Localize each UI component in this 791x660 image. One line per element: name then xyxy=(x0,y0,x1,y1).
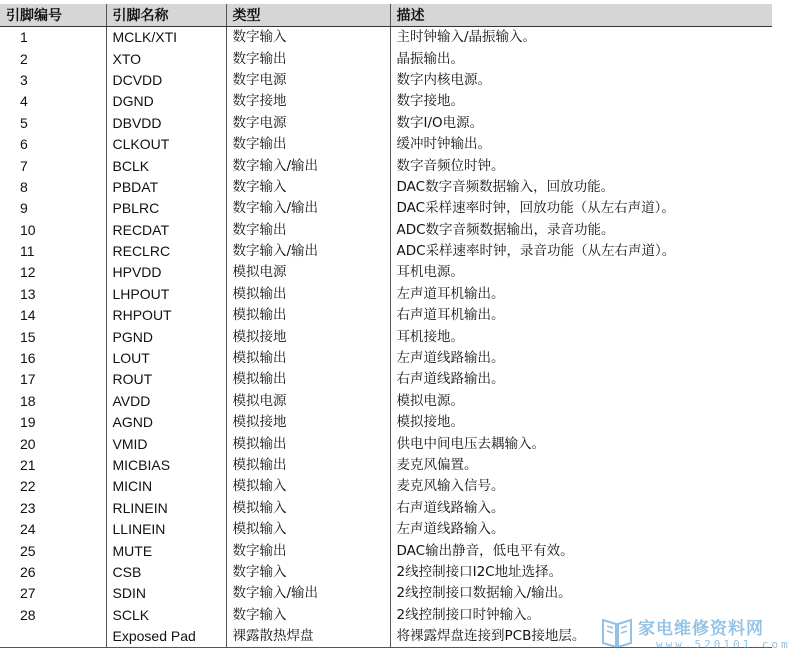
table-row xyxy=(0,48,772,69)
table-row xyxy=(0,519,772,540)
cell-pin-number: 1 xyxy=(20,29,28,46)
cell-pin-name: LHPOUT xyxy=(106,284,226,305)
cell-type: 模拟输出 xyxy=(226,455,390,476)
cell-pin-number: 19 xyxy=(20,414,36,431)
cell-type: 模拟输入 xyxy=(226,476,390,497)
table-row xyxy=(0,177,772,198)
cell-type: 数字输入 xyxy=(226,605,390,626)
cell-description: 麦克风偏置。 xyxy=(390,455,772,476)
header-pin-number: 引脚编号 xyxy=(0,4,106,27)
table-row xyxy=(0,262,772,283)
watermark-title: 家电维修资料网 xyxy=(638,619,764,639)
cell-pin-number: 11 xyxy=(20,243,35,260)
cell-pin-name: ROUT xyxy=(106,369,226,390)
book-logo-icon xyxy=(600,614,634,650)
cell-description: 左声道耳机输出。 xyxy=(390,284,772,305)
cell-pin-name: LOUT xyxy=(106,348,226,369)
watermark-url: www.520101.com xyxy=(656,638,791,651)
table-row xyxy=(0,220,772,241)
cell-type: 模拟输出 xyxy=(226,433,390,454)
cell-type: 裸露散热焊盘 xyxy=(226,626,390,648)
cell-type: 模拟电源 xyxy=(226,262,390,283)
header-row xyxy=(0,4,772,27)
cell-description: 右声道耳机输出。 xyxy=(390,305,772,326)
cell-type: 模拟输出 xyxy=(226,369,390,390)
cell-type: 数字输出 xyxy=(226,540,390,561)
cell-type: 数字输入 xyxy=(226,27,390,49)
table-row xyxy=(0,155,772,176)
cell-pin-number: 2 xyxy=(20,50,28,67)
cell-pin-number xyxy=(0,626,106,648)
cell-description: 缓冲时钟输出。 xyxy=(390,134,772,155)
table-row xyxy=(0,27,772,49)
cell-type: 数字输入/输出 xyxy=(226,241,390,262)
cell-pin-name: MUTE xyxy=(106,540,226,561)
cell-pin-number: 28 xyxy=(20,606,36,623)
cell-description: 左声道线路输出。 xyxy=(390,348,772,369)
cell-type: 数字接地 xyxy=(226,91,390,112)
cell-pin-name: AGND xyxy=(106,412,226,433)
cell-description: DAC采样速率时钟，回放功能（从左右声道）。 xyxy=(390,198,772,219)
cell-pin-name: CSB xyxy=(106,562,226,583)
cell-description: ADC采样速率时钟，录音功能（从左右声道）。 xyxy=(390,241,772,262)
table-row xyxy=(0,284,772,305)
cell-pin-number: 6 xyxy=(20,136,28,153)
cell-pin-number: 22 xyxy=(20,478,36,495)
cell-pin-number: 8 xyxy=(20,178,28,195)
cell-pin-name: DBVDD xyxy=(106,113,226,134)
cell-type: 模拟接地 xyxy=(226,412,390,433)
cell-pin-name: VMID xyxy=(106,433,226,454)
cell-pin-name: MCLK/XTI xyxy=(106,27,226,49)
cell-pin-number: 20 xyxy=(20,435,36,452)
table-row xyxy=(0,369,772,390)
cell-type: 数字输入 xyxy=(226,177,390,198)
table-row xyxy=(0,198,772,219)
cell-pin-name: RHPOUT xyxy=(106,305,226,326)
cell-pin-name: LLINEIN xyxy=(106,519,226,540)
cell-description: DAC数字音频数据输入，回放功能。 xyxy=(390,177,772,198)
cell-description: 2线控制接口I2C地址选择。 xyxy=(390,562,772,583)
cell-pin-name: PBDAT xyxy=(106,177,226,198)
cell-description: 模拟电源。 xyxy=(390,391,772,412)
table-row xyxy=(0,134,772,155)
cell-description: 耳机接地。 xyxy=(390,326,772,347)
table-row xyxy=(0,91,772,112)
cell-description: 数字内核电源。 xyxy=(390,70,772,91)
cell-pin-name: SDIN xyxy=(106,583,226,604)
cell-pin-name: AVDD xyxy=(106,391,226,412)
cell-pin-number: 5 xyxy=(20,114,28,131)
cell-pin-name: MICBIAS xyxy=(106,455,226,476)
cell-type: 数字输入 xyxy=(226,562,390,583)
cell-pin-number: 26 xyxy=(20,563,36,580)
cell-pin-number: 13 xyxy=(20,285,36,302)
cell-type: 数字输出 xyxy=(226,134,390,155)
table-row xyxy=(0,326,772,347)
cell-pin-name: RECDAT xyxy=(106,220,226,241)
cell-description: 主时钟输入/晶振输入。 xyxy=(390,27,772,49)
cell-pin-number: 21 xyxy=(20,457,36,473)
cell-pin-name: HPVDD xyxy=(106,262,226,283)
cell-pin-name: XTO xyxy=(106,48,226,69)
cell-pin-name: CLKOUT xyxy=(106,134,226,155)
cell-type: 数字输出 xyxy=(226,48,390,69)
cell-pin-number: 4 xyxy=(20,93,28,110)
cell-pin-number: 25 xyxy=(20,542,36,559)
table-row xyxy=(0,498,772,519)
cell-pin-number: 27 xyxy=(20,585,36,602)
cell-description: ADC数字音频数据输出，录音功能。 xyxy=(390,220,772,241)
cell-pin-number: 23 xyxy=(20,499,36,516)
cell-pin-number: 16 xyxy=(20,350,36,367)
cell-pin-name: MICIN xyxy=(106,476,226,497)
table-row xyxy=(0,113,772,134)
table-row xyxy=(0,412,772,433)
cell-pin-number: 3 xyxy=(20,71,28,88)
cell-pin-number: 24 xyxy=(20,521,36,538)
cell-description: 数字I/O电源。 xyxy=(390,113,772,134)
cell-pin-name: RLINEIN xyxy=(106,498,226,519)
pin-table xyxy=(0,4,772,648)
table-row xyxy=(0,455,772,476)
cell-description: 2线控制接口时钟输入。 xyxy=(390,605,772,626)
header-description: 描述 xyxy=(390,4,772,27)
cell-type: 数字电源 xyxy=(226,70,390,91)
cell-type: 模拟输出 xyxy=(226,305,390,326)
cell-type: 模拟输入 xyxy=(226,498,390,519)
table-row xyxy=(0,70,772,91)
cell-description: 右声道线路输入。 xyxy=(390,498,772,519)
cell-pin-name: PBLRC xyxy=(106,198,226,219)
cell-pin-name: PGND xyxy=(106,326,226,347)
cell-type: 模拟接地 xyxy=(226,326,390,347)
header-pin-name: 引脚名称 xyxy=(106,4,226,27)
cell-type: 数字输入/输出 xyxy=(226,198,390,219)
table-row xyxy=(0,562,772,583)
cell-description: 模拟接地。 xyxy=(390,412,772,433)
cell-type: 模拟电源 xyxy=(226,391,390,412)
table-body xyxy=(0,27,772,648)
cell-pin-name: RECLRC xyxy=(106,241,226,262)
watermark xyxy=(600,612,791,656)
table-row xyxy=(0,348,772,369)
cell-pin-name: Exposed Pad xyxy=(106,626,226,648)
cell-description: 数字音频位时钟。 xyxy=(390,155,772,176)
cell-pin-name: SCLK xyxy=(106,605,226,626)
cell-pin-number: 7 xyxy=(20,157,28,174)
cell-pin-name: BCLK xyxy=(106,155,226,176)
cell-description: 供电中间电压去耦输入。 xyxy=(390,433,772,454)
cell-description: 数字接地。 xyxy=(390,91,772,112)
cell-description: 将裸露焊盘连接到PCB接地层。 xyxy=(390,626,772,648)
cell-description: 晶振输出。 xyxy=(390,48,772,69)
cell-type: 数字输出 xyxy=(226,220,390,241)
table-row xyxy=(0,391,772,412)
cell-description: 耳机电源。 xyxy=(390,262,772,283)
cell-pin-number: 10 xyxy=(20,221,36,238)
cell-type: 数字输入/输出 xyxy=(226,583,390,604)
cell-pin-number: 18 xyxy=(20,392,36,409)
cell-description: 麦克风输入信号。 xyxy=(390,476,772,497)
table-row xyxy=(0,476,772,497)
cell-type: 数字输入/输出 xyxy=(226,155,390,176)
cell-description: 2线控制接口数据输入/输出。 xyxy=(390,583,772,604)
cell-pin-number: 9 xyxy=(20,200,28,217)
table-row xyxy=(0,241,772,262)
table-row xyxy=(0,305,772,326)
cell-type: 模拟输出 xyxy=(226,284,390,305)
cell-pin-number: 15 xyxy=(20,328,36,345)
cell-type: 模拟输入 xyxy=(226,519,390,540)
table-row xyxy=(0,583,772,604)
header-type: 类型 xyxy=(226,4,390,27)
cell-description: DAC输出静音，低电平有效。 xyxy=(390,540,772,561)
cell-pin-name: DGND xyxy=(106,91,226,112)
table-row xyxy=(0,433,772,454)
cell-type: 模拟输出 xyxy=(226,348,390,369)
cell-description: 左声道线路输入。 xyxy=(390,519,772,540)
cell-pin-number: 17 xyxy=(20,371,36,388)
cell-pin-number: 12 xyxy=(20,264,36,281)
cell-type: 数字电源 xyxy=(226,113,390,134)
cell-pin-number: 14 xyxy=(20,307,36,324)
table-row xyxy=(0,540,772,561)
cell-pin-name: DCVDD xyxy=(106,70,226,91)
cell-description: 右声道线路输出。 xyxy=(390,369,772,390)
